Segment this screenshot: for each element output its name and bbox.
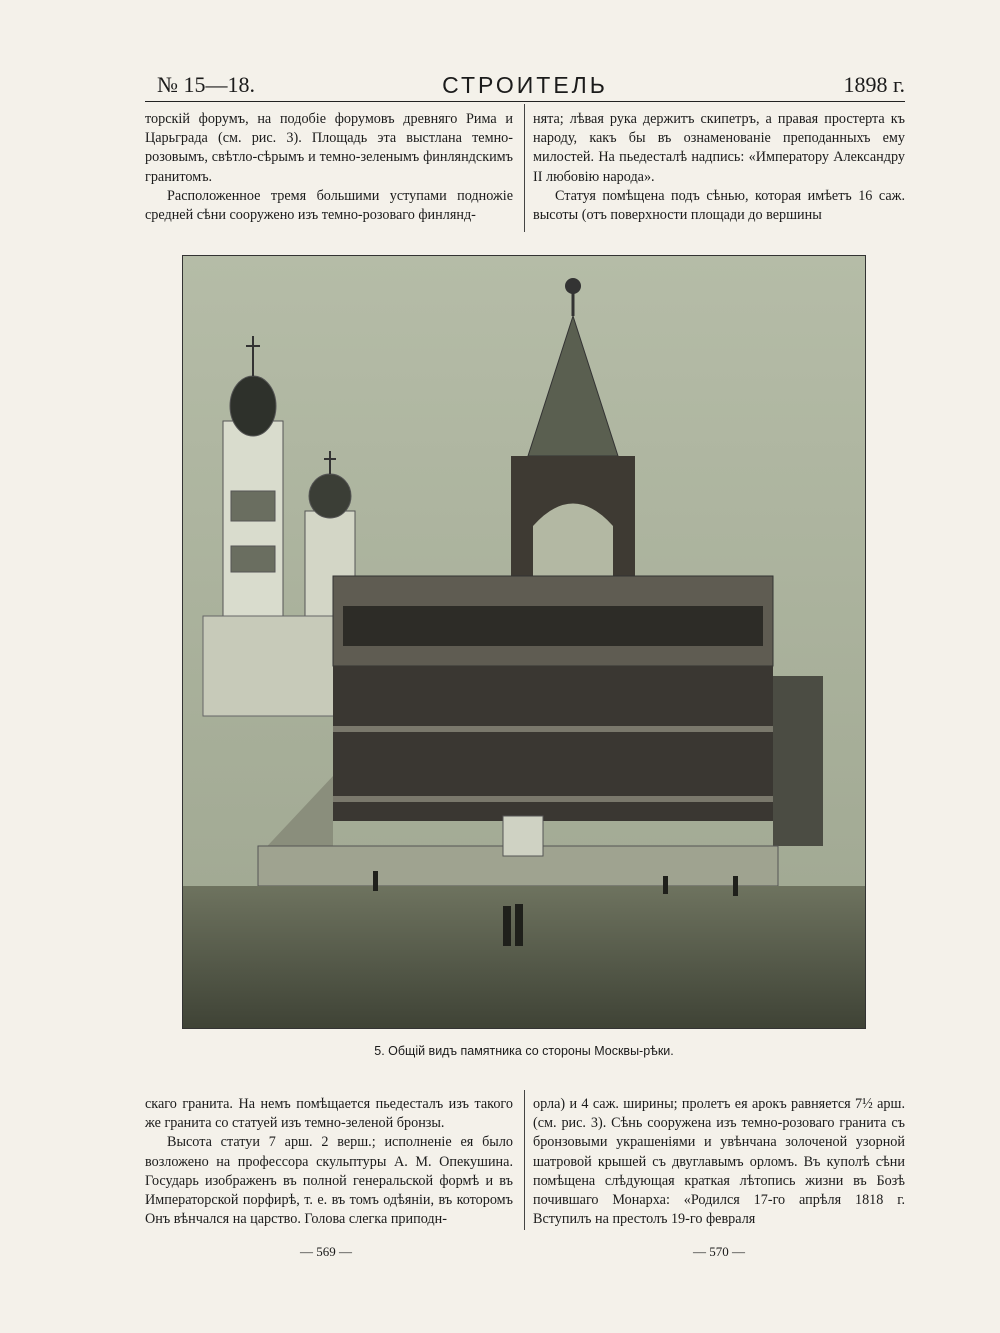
figure-caption: 5. Общій видъ памятника со стороны Москвы-рѣки. [374,1044,674,1058]
top-right-column [533,110,905,225]
year: 1898 г. [843,72,905,97]
paragraph: скаго гранита. На немъ помѣщается пьедесталъ изъ такого же гранита со статуей изъ темно-зеленой бронзы. [145,1096,513,1132]
column-rule [524,1090,525,1230]
paragraph: Высота статуи 7 арш. 2 верш.; исполненіе ея было возложено на профессора скульптуры А. М. Опекушина. Государь изображенъ въ полной генеральской формѣ и въ Императорской порфирѣ, т. е. въ томъ одѣяніи, въ которомъ Онъ вѣнчался на царство. Голова слегка приподн- [145,1134,513,1228]
paragraph: орла) и 4 саж. ширины; пролетъ ея арокъ равняется 7½ арш. (см. рис. 3). Сѣнь сооружена изъ темно-розоваго гранита съ бронзовыми украшеніями и увѣнчана золоченой узорной шатровой крышей съ двуглавымъ орломъ. Въ куполѣ сѣни помѣщена слѣдующая краткая лѣтопись жизни въ Бозѣ почившаго Монарха: «Родился 17-го апрѣля 1818 г. Вступилъ на престолъ 19-го февраля [533,1096,905,1228]
header-rule [145,101,905,102]
monument-photograph [182,255,866,1029]
paragraph: Расположенное тремя большими уступами подножіе средней сѣни сооружено изъ темно-розоваго финлянд- [145,187,513,224]
paragraph: Статуя помѣщена подъ сѣнью, которая имѣетъ 16 саж. высоты (отъ поверхности площади до вершины [533,187,905,224]
running-header [145,68,905,102]
bottom-left-column [145,1095,513,1229]
square-ground [183,886,865,1028]
top-left-column [145,110,513,225]
page-number-left: — 569 — [300,1244,352,1259]
bottom-right-column [533,1095,905,1229]
cathedral [203,616,343,716]
page-number-right: — 570 — [693,1244,745,1259]
journal-title: СТРОИТЕЛЬ [442,72,608,98]
paragraph: нята; лѣвая рука держитъ скипетръ, а правая простерта къ народу, какъ бы въ ознаменованіе преподанныхъ ему милостей. На пьедесталѣ надпись: «Императору Александру II любовію народа». [533,111,905,185]
paragraph: торскій форумъ, на подобіе форумовъ древняго Рима и Царьграда (см. рис. 3). Площадь эта выстлана темно-розовымъ, свѣтло-сѣрымъ и темно-зеленымъ финляндскимъ гранитомъ. [145,111,513,185]
column-rule [524,104,525,232]
issue-number: № 15—18. [157,72,255,97]
